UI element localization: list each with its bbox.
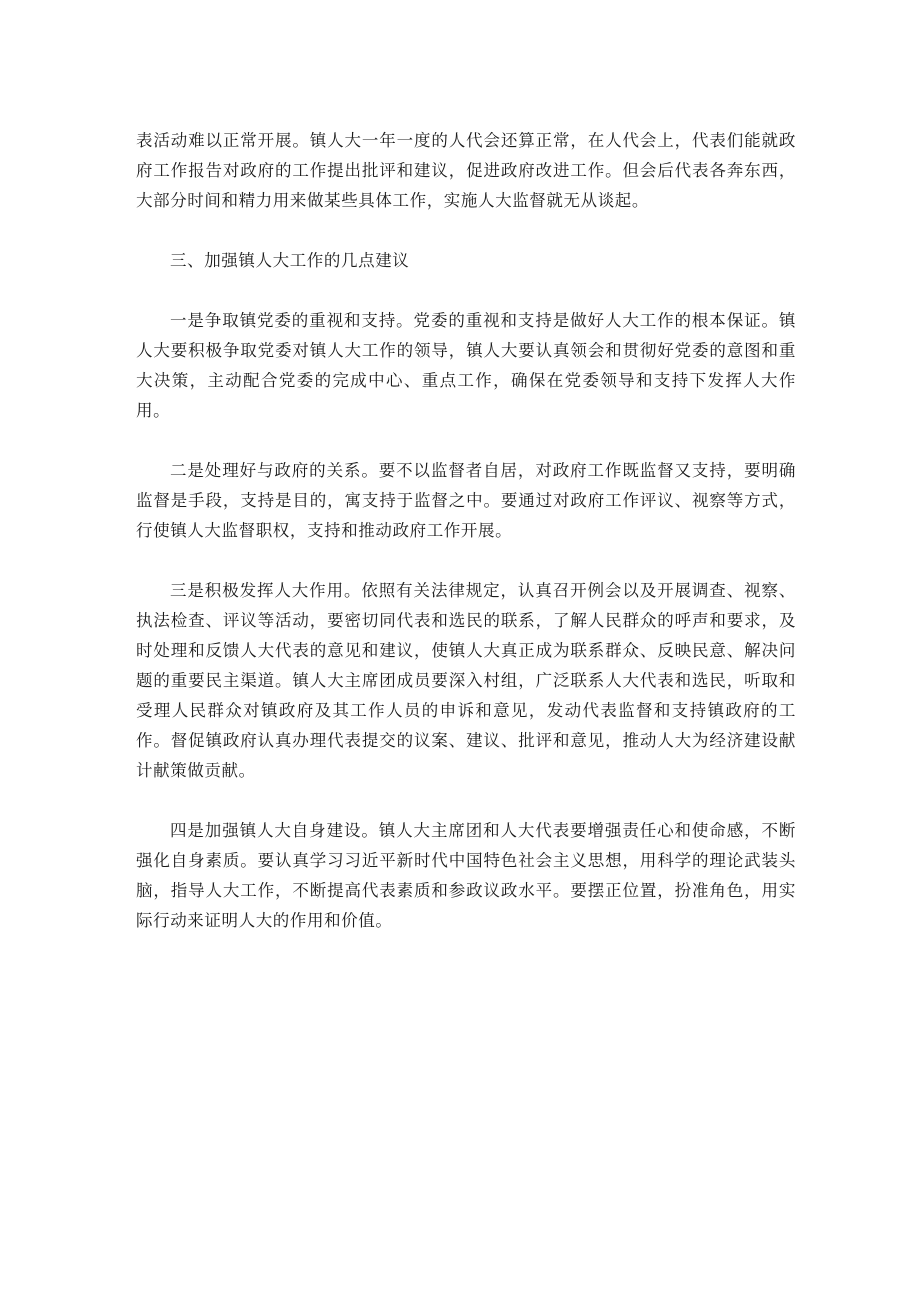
paragraph-suggestion-2: 二是处理好与政府的关系。要不以监督者自居，对政府工作既监督又支持，要明确监督是手段，支持是目的，寓支持于监督之中。要通过对政府工作评议、视察等方式，行使镇人大监督职权，支持和推动政府工作开展。 [136,461,796,540]
paragraph-suggestion-3: 三是积极发挥人大作用。依照有关法律规定，认真召开例会以及开展调查、视察、执法检查、评议等活动，要密切同代表和选民的联系，了解人民群众的呼声和要求，及时处理和反馈人大代表的意见和建议，使镇人大真正成为联系群众、反映民意、解决问题的重要民主渠道。镇人大主席团成员要深入村组，广泛联系人大代表和选民，听取和受理人民群众对镇政府及其工作人员的申诉和意见，发动代表监督和支持镇政府的工作。督促镇政府认真办理代表提交的议案、建议、批评和意见，推动人大为经济建设献计献策做贡献。 [136,581,796,780]
paragraph-suggestion-4: 四是加强镇人大自身建设。镇人大主席团和人大代表要增强责任心和使命感，不断强化自身素质。要认真学习习近平新时代中国特色社会主义思想，用科学的理论武装头脑，指导人大工作，不断提高代表素质和参政议政水平。要摆正位置，扮准角色，用实际行动来证明人大的作用和价值。 [136,821,796,930]
document-body [136,126,796,936]
paragraph-suggestion-1: 一是争取镇党委的重视和支持。党委的重视和支持是做好人大工作的根本保证。镇人大要积极争取党委对镇人大工作的领导，镇人大要认真领会和贯彻好党委的意图和重大决策，主动配合党委的完成中心、重点工作，确保在党委领导和支持下发挥人大作用。 [136,311,796,420]
paragraph-continuation: 表活动难以正常开展。镇人大一年一度的人代会还算正常，在人代会上，代表们能就政府工作报告对政府的工作提出批评和建议，促进政府改进工作。但会后代表各奔东西，大部分时间和精力用来做某些具体工作，实施人大监督就无从谈起。 [136,131,796,210]
section-heading: 三、加强镇人大工作的几点建议 [170,251,410,270]
